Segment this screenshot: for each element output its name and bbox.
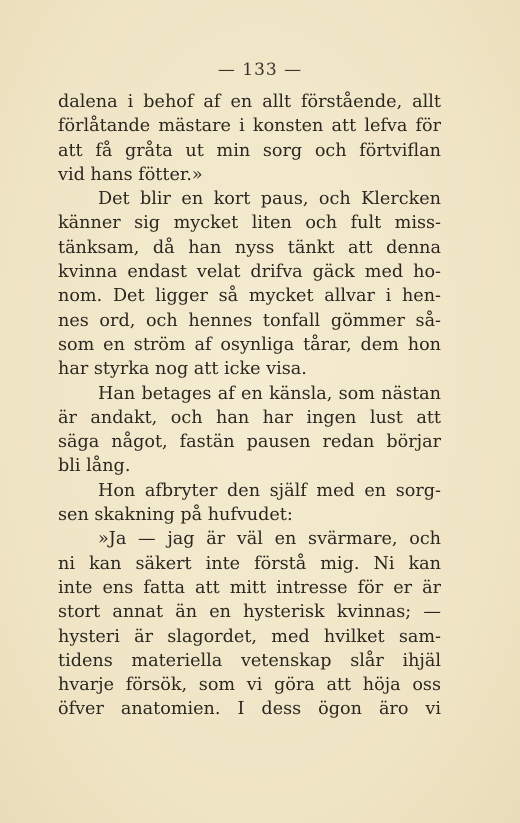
text-line: stort annat än en hysterisk kvinnas; — — [58, 602, 441, 623]
text-line: Det blir en kort paus, och Klercken — [98, 189, 441, 210]
text-line: vid hans fötter.» — [58, 164, 203, 185]
text-line: ni kan säkert inte förstå mig. Ni kan — [58, 553, 441, 574]
text-line: som en ström af osynliga tårar, dem hon — [58, 334, 441, 355]
text-line: bli lång. — [58, 456, 131, 477]
text-line: säga något, fastän pausen redan börjar — [58, 432, 441, 453]
text-line: dalena i behof af en allt förstående, allt — [58, 92, 441, 112]
page-number: — 133 — — [217, 60, 303, 80]
body-text — [58, 90, 441, 722]
text-line: sen skakning på hufvudet: — [58, 505, 293, 526]
text-line: känner sig mycket liten och fult miss- — [58, 213, 441, 234]
text-line: öfver anatomien. I dess ögon äro vi — [58, 699, 441, 720]
text-line: är andakt, och han har ingen lust att — [58, 407, 441, 428]
text-line: hysteri är slagordet, med hvilket sam- — [58, 626, 441, 647]
text-line: tidens materiella vetenskap slår ihjäl — [58, 650, 441, 671]
text-line: nes ord, och hennes tonfall gömmer så- — [58, 310, 441, 331]
text-line: Hon afbryter den själf med en sorg- — [98, 480, 441, 501]
text-line: har styrka nog att icke visa. — [58, 359, 307, 380]
text-line: »Ja — jag är väl en svärmare, och — [98, 529, 441, 550]
text-line: inte ens fatta att mitt intresse för er är — [58, 577, 441, 598]
text-line: förlåtande mästare i konsten att lefva för — [58, 116, 441, 137]
text-line: tänksam, då han nyss tänkt att denna — [58, 237, 441, 258]
text-line: att få gråta ut min sorg och förtviflan — [58, 140, 441, 161]
text-line: Han betages af en känsla, som nästan — [98, 383, 441, 404]
text-line: nom. Det ligger så mycket allvar i hen- — [58, 286, 441, 307]
text-line: hvarje försök, som vi göra att höja oss — [58, 675, 441, 696]
text-line: kvinna endast velat drifva gäck med ho- — [58, 262, 441, 283]
